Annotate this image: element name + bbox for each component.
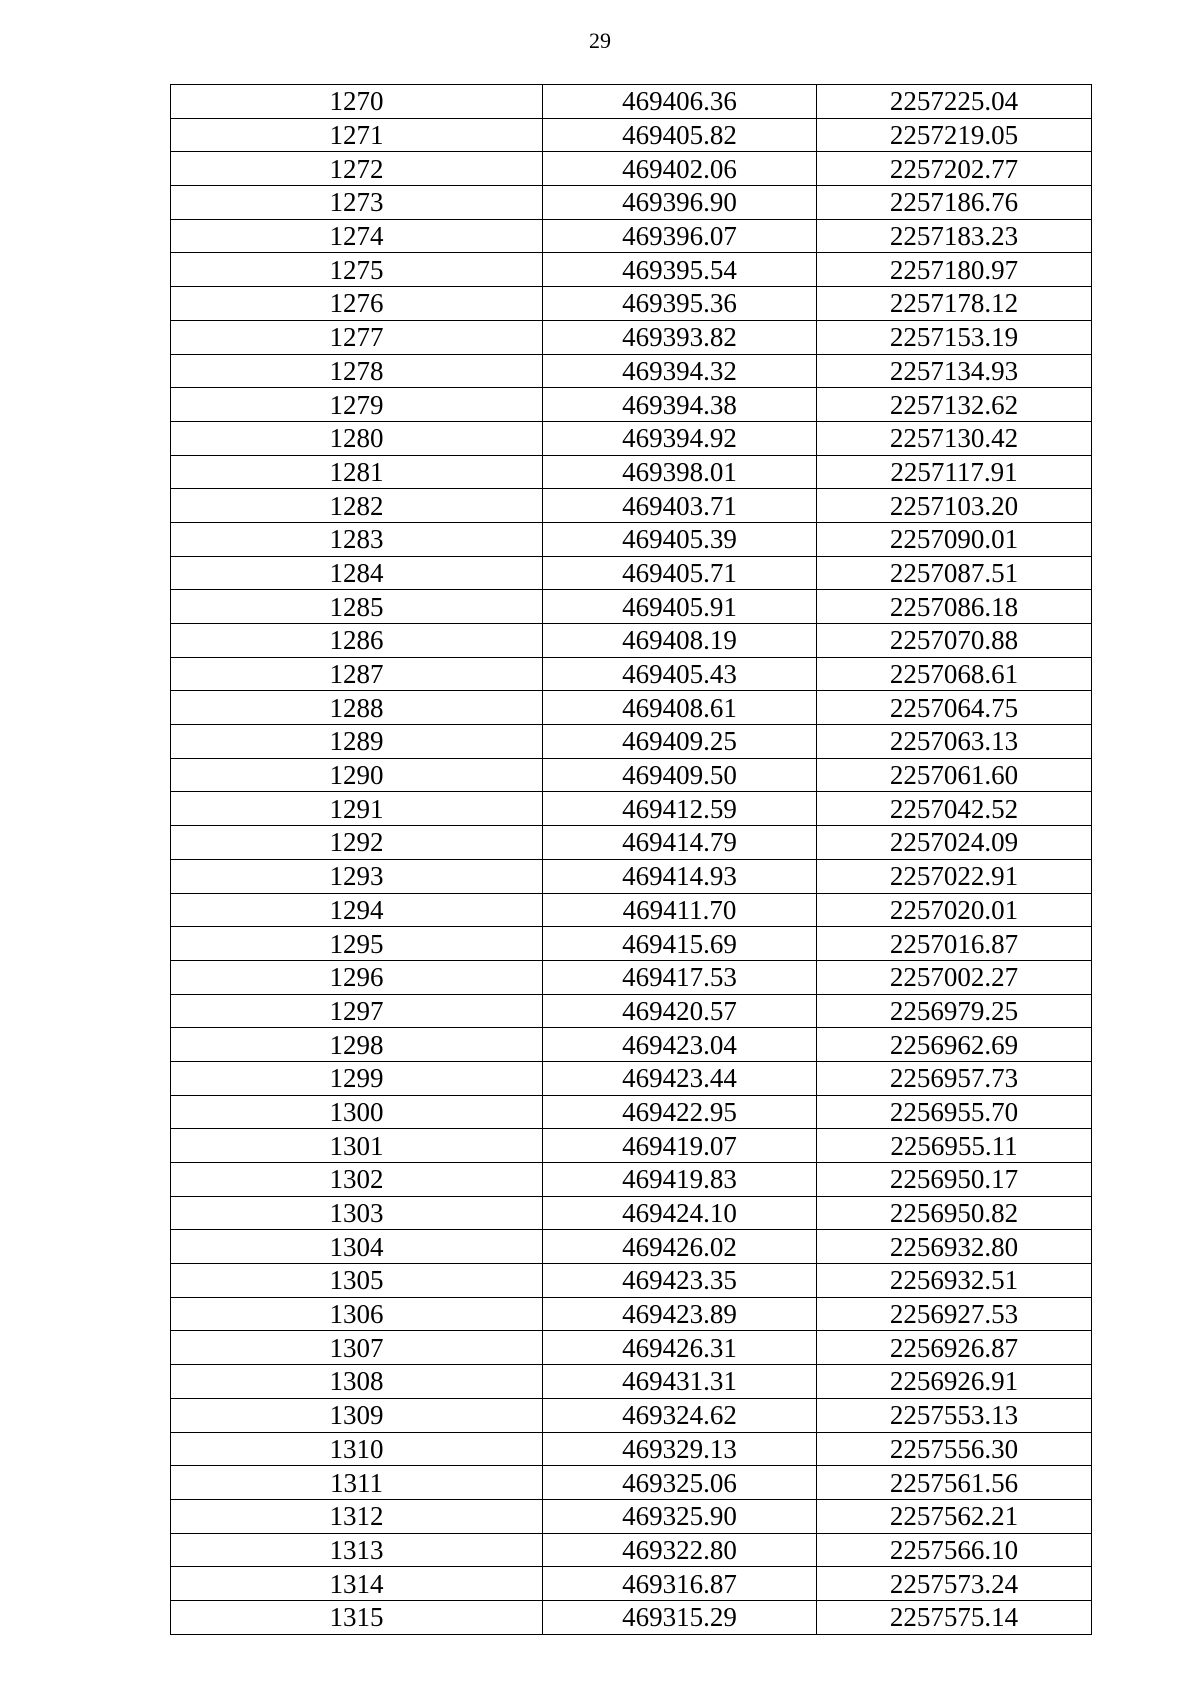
x-coordinate-cell: 469426.31 — [543, 1331, 817, 1365]
point-number-cell: 1304 — [171, 1230, 543, 1264]
coordinates-table — [170, 84, 1092, 1635]
table-row — [171, 1567, 1092, 1601]
y-coordinate-cell: 2257103.20 — [817, 489, 1092, 523]
y-coordinate-cell: 2257575.14 — [817, 1600, 1092, 1634]
x-coordinate-cell: 469325.90 — [543, 1499, 817, 1533]
table-row — [171, 556, 1092, 590]
x-coordinate-cell: 469405.82 — [543, 118, 817, 152]
point-number-cell: 1297 — [171, 994, 543, 1028]
table-row — [171, 1331, 1092, 1365]
point-number-cell: 1298 — [171, 1028, 543, 1062]
table-row — [171, 1398, 1092, 1432]
x-coordinate-cell: 469423.04 — [543, 1028, 817, 1062]
y-coordinate-cell: 2257180.97 — [817, 253, 1092, 287]
table-row — [171, 1600, 1092, 1634]
y-coordinate-cell: 2257064.75 — [817, 691, 1092, 725]
table-row — [171, 590, 1092, 624]
y-coordinate-cell: 2257566.10 — [817, 1533, 1092, 1567]
point-number-cell: 1283 — [171, 522, 543, 556]
table-row — [171, 758, 1092, 792]
x-coordinate-cell: 469405.43 — [543, 657, 817, 691]
table-row — [171, 421, 1092, 455]
table-row — [171, 1466, 1092, 1500]
table-row — [171, 388, 1092, 422]
point-number-cell: 1275 — [171, 253, 543, 287]
x-coordinate-cell: 469395.36 — [543, 287, 817, 321]
page-number: 29 — [589, 28, 611, 53]
table-row — [171, 152, 1092, 186]
x-coordinate-cell: 469396.07 — [543, 219, 817, 253]
x-coordinate-cell: 469415.69 — [543, 927, 817, 961]
x-coordinate-cell: 469423.44 — [543, 1061, 817, 1095]
point-number-cell: 1285 — [171, 590, 543, 624]
table-row — [171, 960, 1092, 994]
y-coordinate-cell: 2256932.51 — [817, 1264, 1092, 1298]
table-row — [171, 320, 1092, 354]
point-number-cell: 1271 — [171, 118, 543, 152]
point-number-cell: 1290 — [171, 758, 543, 792]
y-coordinate-cell: 2257002.27 — [817, 960, 1092, 994]
x-coordinate-cell: 469424.10 — [543, 1196, 817, 1230]
y-coordinate-cell: 2257117.91 — [817, 455, 1092, 489]
x-coordinate-cell: 469405.39 — [543, 522, 817, 556]
point-number-cell: 1314 — [171, 1567, 543, 1601]
point-number-cell: 1270 — [171, 85, 543, 119]
point-number-cell: 1278 — [171, 354, 543, 388]
x-coordinate-cell: 469423.35 — [543, 1264, 817, 1298]
point-number-cell: 1282 — [171, 489, 543, 523]
y-coordinate-cell: 2257020.01 — [817, 893, 1092, 927]
table-row — [171, 826, 1092, 860]
point-number-cell: 1291 — [171, 792, 543, 826]
point-number-cell: 1313 — [171, 1533, 543, 1567]
y-coordinate-cell: 2257016.87 — [817, 927, 1092, 961]
table-row — [171, 1028, 1092, 1062]
y-coordinate-cell: 2257024.09 — [817, 826, 1092, 860]
point-number-cell: 1286 — [171, 624, 543, 658]
y-coordinate-cell: 2257070.88 — [817, 624, 1092, 658]
point-number-cell: 1306 — [171, 1297, 543, 1331]
x-coordinate-cell: 469412.59 — [543, 792, 817, 826]
table-row — [171, 893, 1092, 927]
point-number-cell: 1302 — [171, 1163, 543, 1197]
point-number-cell: 1305 — [171, 1264, 543, 1298]
table-row — [171, 859, 1092, 893]
table-row — [171, 253, 1092, 287]
y-coordinate-cell: 2257068.61 — [817, 657, 1092, 691]
table-row — [171, 118, 1092, 152]
y-coordinate-cell: 2256950.17 — [817, 1163, 1092, 1197]
x-coordinate-cell: 469394.38 — [543, 388, 817, 422]
x-coordinate-cell: 469420.57 — [543, 994, 817, 1028]
table-row — [171, 1365, 1092, 1399]
coordinates-table-body — [171, 85, 1092, 1635]
y-coordinate-cell: 2256927.53 — [817, 1297, 1092, 1331]
point-number-cell: 1307 — [171, 1331, 543, 1365]
table-row — [171, 1196, 1092, 1230]
y-coordinate-cell: 2257134.93 — [817, 354, 1092, 388]
x-coordinate-cell: 469324.62 — [543, 1398, 817, 1432]
x-coordinate-cell: 469422.95 — [543, 1095, 817, 1129]
y-coordinate-cell: 2257178.12 — [817, 287, 1092, 321]
y-coordinate-cell: 2256962.69 — [817, 1028, 1092, 1062]
point-number-cell: 1287 — [171, 657, 543, 691]
x-coordinate-cell: 469329.13 — [543, 1432, 817, 1466]
table-row — [171, 1432, 1092, 1466]
y-coordinate-cell: 2257087.51 — [817, 556, 1092, 590]
y-coordinate-cell: 2257042.52 — [817, 792, 1092, 826]
y-coordinate-cell: 2257022.91 — [817, 859, 1092, 893]
table-row — [171, 792, 1092, 826]
y-coordinate-cell: 2257186.76 — [817, 186, 1092, 220]
x-coordinate-cell: 469409.25 — [543, 725, 817, 759]
point-number-cell: 1292 — [171, 826, 543, 860]
y-coordinate-cell: 2257153.19 — [817, 320, 1092, 354]
x-coordinate-cell: 469408.19 — [543, 624, 817, 658]
y-coordinate-cell: 2257090.01 — [817, 522, 1092, 556]
table-row — [171, 725, 1092, 759]
y-coordinate-cell: 2257063.13 — [817, 725, 1092, 759]
point-number-cell: 1272 — [171, 152, 543, 186]
y-coordinate-cell: 2256957.73 — [817, 1061, 1092, 1095]
x-coordinate-cell: 469403.71 — [543, 489, 817, 523]
table-row — [171, 455, 1092, 489]
table-row — [171, 1061, 1092, 1095]
point-number-cell: 1273 — [171, 186, 543, 220]
table-row — [171, 1499, 1092, 1533]
y-coordinate-cell: 2257556.30 — [817, 1432, 1092, 1466]
table-row — [171, 1095, 1092, 1129]
table-row — [171, 186, 1092, 220]
y-coordinate-cell: 2256955.70 — [817, 1095, 1092, 1129]
y-coordinate-cell: 2257183.23 — [817, 219, 1092, 253]
point-number-cell: 1309 — [171, 1398, 543, 1432]
x-coordinate-cell: 469405.71 — [543, 556, 817, 590]
table-row — [171, 522, 1092, 556]
x-coordinate-cell: 469315.29 — [543, 1600, 817, 1634]
y-coordinate-cell: 2257562.21 — [817, 1499, 1092, 1533]
y-coordinate-cell: 2257561.56 — [817, 1466, 1092, 1500]
table-row — [171, 354, 1092, 388]
x-coordinate-cell: 469419.07 — [543, 1129, 817, 1163]
point-number-cell: 1284 — [171, 556, 543, 590]
table-row — [171, 1297, 1092, 1331]
x-coordinate-cell: 469417.53 — [543, 960, 817, 994]
point-number-cell: 1280 — [171, 421, 543, 455]
table-row — [171, 624, 1092, 658]
point-number-cell: 1296 — [171, 960, 543, 994]
y-coordinate-cell: 2256926.87 — [817, 1331, 1092, 1365]
table-row — [171, 1264, 1092, 1298]
y-coordinate-cell: 2256950.82 — [817, 1196, 1092, 1230]
point-number-cell: 1303 — [171, 1196, 543, 1230]
y-coordinate-cell: 2257086.18 — [817, 590, 1092, 624]
point-number-cell: 1294 — [171, 893, 543, 927]
y-coordinate-cell: 2257130.42 — [817, 421, 1092, 455]
x-coordinate-cell: 469419.83 — [543, 1163, 817, 1197]
x-coordinate-cell: 469411.70 — [543, 893, 817, 927]
y-coordinate-cell: 2256955.11 — [817, 1129, 1092, 1163]
table-row — [171, 489, 1092, 523]
point-number-cell: 1311 — [171, 1466, 543, 1500]
x-coordinate-cell: 469316.87 — [543, 1567, 817, 1601]
point-number-cell: 1308 — [171, 1365, 543, 1399]
x-coordinate-cell: 469423.89 — [543, 1297, 817, 1331]
table-row — [171, 657, 1092, 691]
y-coordinate-cell: 2257573.24 — [817, 1567, 1092, 1601]
table-row — [171, 927, 1092, 961]
x-coordinate-cell: 469325.06 — [543, 1466, 817, 1500]
point-number-cell: 1310 — [171, 1432, 543, 1466]
point-number-cell: 1295 — [171, 927, 543, 961]
table-row — [171, 287, 1092, 321]
x-coordinate-cell: 469394.32 — [543, 354, 817, 388]
x-coordinate-cell: 469405.91 — [543, 590, 817, 624]
point-number-cell: 1277 — [171, 320, 543, 354]
point-number-cell: 1315 — [171, 1600, 543, 1634]
x-coordinate-cell: 469395.54 — [543, 253, 817, 287]
x-coordinate-cell: 469408.61 — [543, 691, 817, 725]
x-coordinate-cell: 469322.80 — [543, 1533, 817, 1567]
table-row — [171, 1230, 1092, 1264]
x-coordinate-cell: 469409.50 — [543, 758, 817, 792]
point-number-cell: 1288 — [171, 691, 543, 725]
x-coordinate-cell: 469406.36 — [543, 85, 817, 119]
table-row — [171, 219, 1092, 253]
point-number-cell: 1300 — [171, 1095, 543, 1129]
point-number-cell: 1293 — [171, 859, 543, 893]
x-coordinate-cell: 469393.82 — [543, 320, 817, 354]
x-coordinate-cell: 469398.01 — [543, 455, 817, 489]
y-coordinate-cell: 2257132.62 — [817, 388, 1092, 422]
y-coordinate-cell: 2256979.25 — [817, 994, 1092, 1028]
x-coordinate-cell: 469414.79 — [543, 826, 817, 860]
point-number-cell: 1276 — [171, 287, 543, 321]
x-coordinate-cell: 469414.93 — [543, 859, 817, 893]
table-row — [171, 994, 1092, 1028]
table-row — [171, 1129, 1092, 1163]
x-coordinate-cell: 469394.92 — [543, 421, 817, 455]
x-coordinate-cell: 469426.02 — [543, 1230, 817, 1264]
y-coordinate-cell: 2257219.05 — [817, 118, 1092, 152]
y-coordinate-cell: 2256926.91 — [817, 1365, 1092, 1399]
y-coordinate-cell: 2257061.60 — [817, 758, 1092, 792]
table-row — [171, 1533, 1092, 1567]
table-row — [171, 1163, 1092, 1197]
y-coordinate-cell: 2257202.77 — [817, 152, 1092, 186]
table-row — [171, 85, 1092, 119]
point-number-cell: 1289 — [171, 725, 543, 759]
x-coordinate-cell: 469402.06 — [543, 152, 817, 186]
x-coordinate-cell: 469396.90 — [543, 186, 817, 220]
y-coordinate-cell: 2256932.80 — [817, 1230, 1092, 1264]
x-coordinate-cell: 469431.31 — [543, 1365, 817, 1399]
point-number-cell: 1281 — [171, 455, 543, 489]
point-number-cell: 1299 — [171, 1061, 543, 1095]
table-row — [171, 691, 1092, 725]
y-coordinate-cell: 2257225.04 — [817, 85, 1092, 119]
point-number-cell: 1312 — [171, 1499, 543, 1533]
point-number-cell: 1274 — [171, 219, 543, 253]
point-number-cell: 1279 — [171, 388, 543, 422]
y-coordinate-cell: 2257553.13 — [817, 1398, 1092, 1432]
point-number-cell: 1301 — [171, 1129, 543, 1163]
